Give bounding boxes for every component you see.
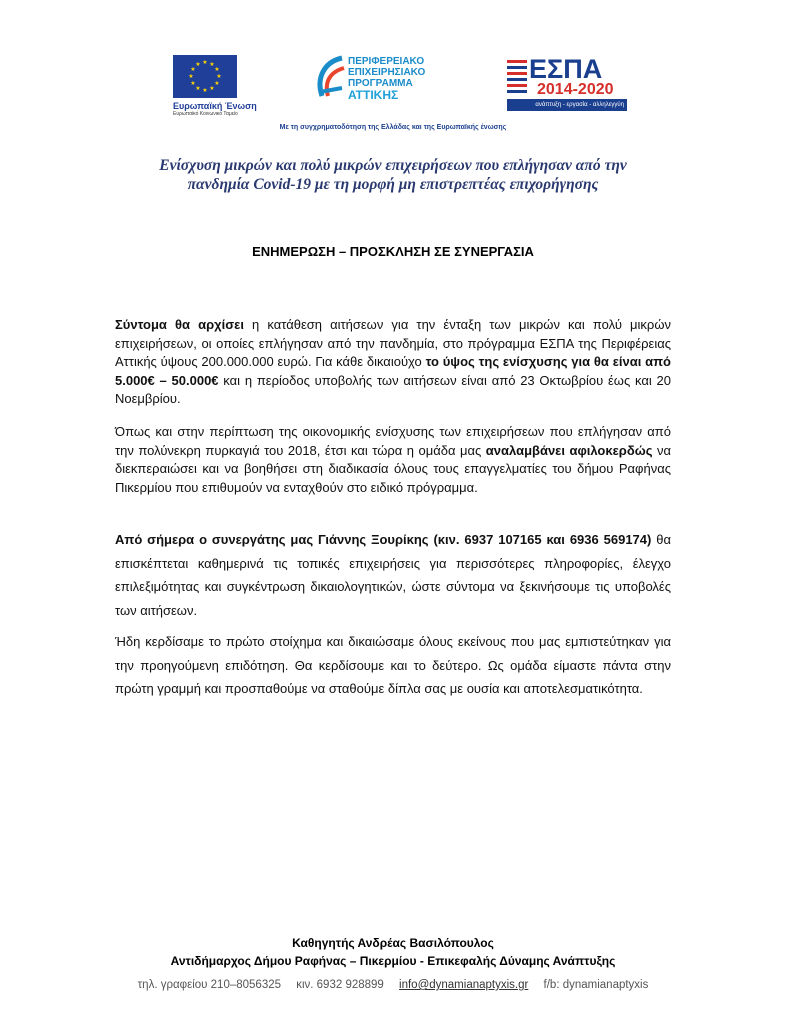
email-link[interactable]: info@dynamianaptyxis.gr — [399, 979, 529, 991]
p1-bold-2: το ύψος της ενίσχυσης για θα είναι από 5.000€ – 50.000€ — [115, 354, 671, 388]
p1-text-2: και η περίοδος υποβολής των αιτήσεων είναι από 23 Οκτωβρίου έως και 20 Νοεμβρίου. — [115, 372, 671, 406]
paragraph-3 — [115, 528, 671, 622]
pep-attiki-icon — [312, 52, 346, 108]
document-title — [100, 156, 686, 194]
p2-bold-1: αναλαμβάνει αφιλοκερδώς — [485, 442, 653, 458]
p3-text-1: θα επισκέπτεται καθημερινά τις τοπικές επιχειρήσεις για περισσότερες πληροφορίες, έλεγχο επιλεξιμότητας και συγκέντρωση δικαιολογητικών, ώστε σύντομα να ξεκινήσουμε τις υποβολές των αιτήσεων. — [115, 532, 671, 618]
svg-text:★: ★ — [202, 59, 208, 66]
p4-text: Ήδη κερδίσαμε το πρώτο στοίχημα και δικαιώσαμε όλους εκείνους που μας εμπιστεύτηκαν για την προηγούμενη επιδότηση. Θα κερδίσουμε και το δεύτερο. Ως ομάδα είμαστε πάντα στην πρώτη γραμμή και προσπαθούμε να σταθούμε δίπλα σας με ουσία και αποτελεσματικότητα. — [115, 634, 671, 696]
svg-text:★: ★ — [202, 87, 208, 94]
eu-logo — [173, 55, 257, 117]
pep-line-2: ΕΠΙΧΕΙΡΗΣΙΑΚΟ — [348, 67, 426, 78]
svg-text:★: ★ — [190, 66, 196, 73]
p1-bold-1: Σύντομα θα αρχίσει — [115, 317, 244, 332]
svg-text:★: ★ — [209, 85, 215, 92]
pep-attiki-logo — [312, 52, 472, 112]
title-line-2: πανδημία Covid-19 με τη μορφή μη επιστρεπτέας επιχορήγησης — [187, 176, 599, 193]
logo-banner — [0, 52, 786, 122]
paragraph-2 — [115, 423, 671, 497]
svg-text:★: ★ — [216, 73, 222, 80]
eu-name: Ευρωπαϊκή Ένωση — [173, 101, 257, 111]
svg-text:★: ★ — [190, 80, 196, 87]
svg-text:★: ★ — [195, 85, 201, 92]
title-line-1: Ενίσχυση μικρών και πολύ μικρών επιχειρήσεων που επλήγησαν από την — [159, 157, 627, 174]
espa-title: ΕΣΠΑ — [529, 54, 603, 84]
espa-tagline: ανάπτυξη - εργασία - αλληλεγγύη — [507, 99, 627, 111]
p3-bold-1: Από σήμερα ο συνεργάτης μας Γιάννης Ξουρίκης (κιν. 6937 107165 και 6936 569174) — [115, 532, 652, 547]
pep-line-3: ΠΡΟΓΡΑΜΜΑ — [348, 78, 413, 89]
pep-text — [348, 56, 425, 102]
signature-name: Καθηγητής Ανδρέας Βασιλόπουλος — [292, 936, 494, 950]
contact-line — [0, 979, 786, 991]
paragraph-1 — [115, 316, 671, 409]
office-phone: τηλ. γραφείου 210–8056325 — [137, 979, 282, 991]
svg-text:★: ★ — [214, 80, 220, 87]
svg-text:★: ★ — [209, 61, 215, 68]
svg-text:★: ★ — [188, 73, 194, 80]
mobile-phone: κιν. 6932 928899 — [296, 979, 384, 991]
eu-flag-icon — [173, 55, 237, 98]
document-subtitle: ΕΝΗΜΕΡΩΣΗ – ΠΡΟΣΚΛΗΣΗ ΣΕ ΣΥΝΕΡΓΑΣΙΑ — [252, 244, 534, 259]
pep-line-4: ΑΤΤΙΚΗΣ — [348, 88, 399, 102]
signature-role: Αντιδήμαρχος Δήμου Ραφήνας – Πικερμίου - Επικεφαλής Δύναμης Ανάπτυξης — [170, 954, 616, 968]
pep-line-1: ΠΕΡΙΦΕΡΕΙΑΚΟ — [348, 56, 425, 67]
svg-text:★: ★ — [195, 61, 201, 68]
p2-text-2: να διεκπεραιώσει και να βοηθήσει στη διαδικασία όλους τους επαγγελματίες του δήμου Ραφήνας Πικερμίου που επιθυμούν να ενταχθούν στο ειδικό πρόγραμμα. — [115, 442, 671, 495]
p2-text-1: Όπως και στην περίπτωση της οικονομικής ενίσχυσης των επιχειρήσεων που επλήγησαν από την πολύνεκρη πυρκαγιά του 2018, έτσι και τώρα η ομάδα μας — [115, 424, 671, 458]
cofunding-note: Με τη συγχρηματοδότηση της Ελλάδας και της Ευρωπαϊκής ένωσης — [279, 124, 507, 131]
facebook-handle: f/b: dynamianaptyxis — [543, 979, 649, 991]
svg-text:★: ★ — [214, 66, 220, 73]
eu-subname: Ευρωπαϊκό Κοινωνικό Ταμείο — [173, 111, 238, 117]
espa-logo-icon — [507, 60, 529, 96]
p1-text-1: η κατάθεση αιτήσεων για την ένταξη των μικρών και πολύ μικρών επιχειρήσεων, οι οποίες επλήγησαν από την πανδημία, στο πρόγραμμα ΕΣΠΑ της Περιφέρειας Αττικής ύψους 200.000.000 ευρώ. Για κάθε δικαιούχο — [115, 317, 671, 369]
paragraph-4 — [115, 630, 671, 701]
espa-years: 2014-2020 — [537, 81, 614, 98]
espa-logo — [507, 54, 627, 114]
